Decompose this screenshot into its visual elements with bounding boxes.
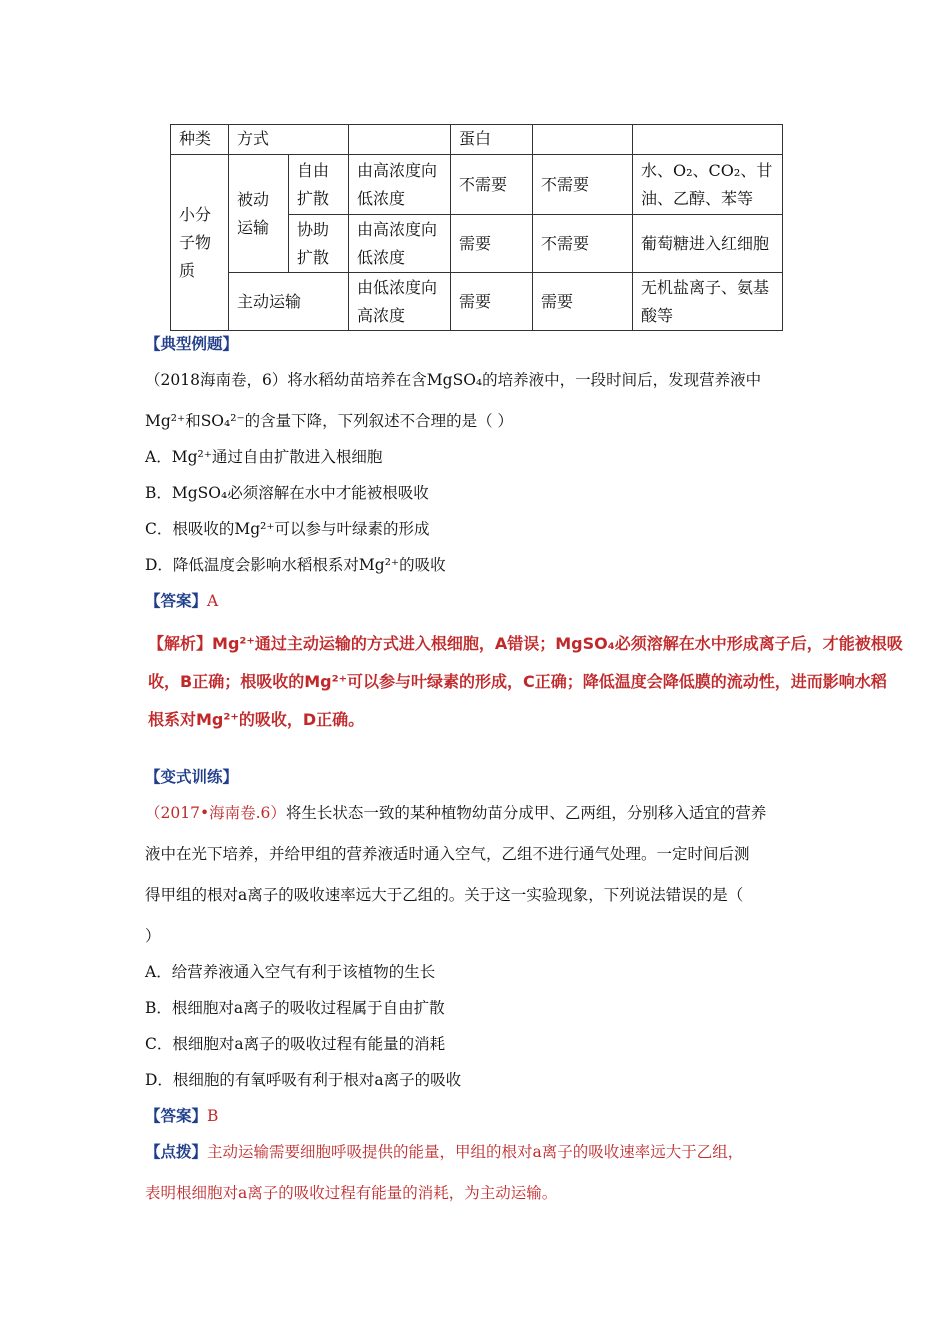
example-option-b: B．MgSO₄必须溶解在水中才能被根吸收 bbox=[145, 484, 429, 502]
energy-cell: 不需要 bbox=[533, 215, 633, 273]
practice-question-line: 液中在光下培养，并给甲组的营养液适时通入空气，乙组不进行通气处理。一定时间后测 bbox=[145, 845, 750, 863]
header-method: 方式 bbox=[229, 125, 349, 155]
table-row bbox=[171, 155, 783, 215]
answer-value: B bbox=[207, 1107, 219, 1125]
tip-line bbox=[145, 1142, 743, 1162]
carrier-cell: 不需要 bbox=[451, 155, 533, 215]
facilitated-cell: 协助扩散 bbox=[289, 215, 349, 273]
analysis-text: Mg²⁺通过主动运输的方式进入根细胞，A错误；MgSO₄必须溶解在水中形成离子后，才能被根吸 bbox=[212, 634, 903, 653]
table-header-row bbox=[171, 125, 783, 155]
answer-label: 【答案】 bbox=[145, 591, 208, 610]
example-option-a: A．Mg²⁺通过自由扩散进入根细胞 bbox=[145, 448, 383, 466]
passive-cell: 被动运输 bbox=[229, 155, 289, 273]
energy-cell: 需要 bbox=[533, 273, 633, 331]
answer-label: 【答案】 bbox=[145, 1106, 208, 1125]
practice-question-text: 将生长状态一致的某种植物幼苗分成甲、乙两组，分别移入适宜的营养 bbox=[285, 804, 767, 822]
example-option-c: C．根吸收的Mg²⁺可以参与叶绿素的形成 bbox=[145, 520, 430, 538]
examples-cell: 葡萄糖进入红细胞 bbox=[633, 215, 783, 273]
direction-cell: 由低浓度向高浓度 bbox=[349, 273, 451, 331]
carrier-cell: 需要 bbox=[451, 215, 533, 273]
example-heading: 【典型例题】 bbox=[145, 334, 239, 353]
analysis-line: 根系对Mg²⁺的吸收，D正确。 bbox=[148, 710, 365, 729]
table-row bbox=[171, 273, 783, 331]
practice-option-b: B．根细胞对a离子的吸收过程属于自由扩散 bbox=[145, 999, 445, 1017]
example-question-line: Mg²⁺和SO₄²⁻的含量下降，下列叙述不合理的是（ ） bbox=[145, 412, 514, 430]
practice-question-line: ） bbox=[145, 927, 161, 945]
analysis-line: 收，B正确；根吸收的Mg²⁺可以参与叶绿素的形成，C正确；降低温度会降低膜的流动性，进而影响水稻 bbox=[148, 672, 887, 691]
carrier-cell: 需要 bbox=[451, 273, 533, 331]
practice-question-line: 得甲组的根对a离子的吸收速率远大于乙组的。关于这一实验现象，下列说法错误的是（ bbox=[145, 886, 744, 904]
practice-question-line bbox=[145, 803, 766, 823]
practice-option-c: C．根细胞对a离子的吸收过程有能量的消耗 bbox=[145, 1035, 446, 1053]
answer-value: A bbox=[207, 592, 219, 610]
practice-source: （2017•海南卷.6） bbox=[145, 804, 286, 822]
header-energy bbox=[533, 125, 633, 155]
tip-text: 主动运输需要细胞呼吸提供的能量，甲组的根对a离子的吸收速率远大于乙组， bbox=[207, 1143, 744, 1161]
practice-option-d: D．根细胞的有氧呼吸有利于根对a离子的吸收 bbox=[145, 1071, 462, 1089]
analysis-label: 【解析】 bbox=[148, 634, 213, 653]
direction-cell: 由高浓度向低浓度 bbox=[349, 155, 451, 215]
category-cell: 小分子物质 bbox=[171, 155, 229, 331]
practice-heading: 【变式训练】 bbox=[145, 767, 239, 786]
header-examples bbox=[633, 125, 783, 155]
header-carrier: 蛋白 bbox=[451, 125, 533, 155]
analysis-line bbox=[148, 631, 903, 654]
tip-label: 【点拨】 bbox=[145, 1142, 208, 1161]
example-question-line: （2018海南卷，6）将水稻幼苗培养在含MgSO₄的培养液中，一段时间后，发现营养液中 bbox=[145, 371, 762, 389]
examples-cell: 无机盐离子、氨基酸等 bbox=[633, 273, 783, 331]
practice-answer bbox=[145, 1106, 218, 1126]
example-answer bbox=[145, 591, 218, 611]
tip-line: 表明根细胞对a离子的吸收过程有能量的消耗，为主动运输。 bbox=[145, 1184, 558, 1202]
energy-cell: 不需要 bbox=[533, 155, 633, 215]
example-option-d: D．降低温度会影响水稻根系对Mg²⁺的吸收 bbox=[145, 556, 446, 574]
transport-table bbox=[170, 124, 783, 331]
free-diffusion-cell: 自由扩散 bbox=[289, 155, 349, 215]
header-type: 种类 bbox=[171, 125, 229, 155]
direction-cell: 由高浓度向低浓度 bbox=[349, 215, 451, 273]
header-direction bbox=[349, 125, 451, 155]
active-cell: 主动运输 bbox=[229, 273, 349, 331]
examples-cell: 水、O₂、CO₂、甘油、乙醇、苯等 bbox=[633, 155, 783, 215]
practice-option-a: A．给营养液通入空气有利于该植物的生长 bbox=[145, 963, 436, 981]
